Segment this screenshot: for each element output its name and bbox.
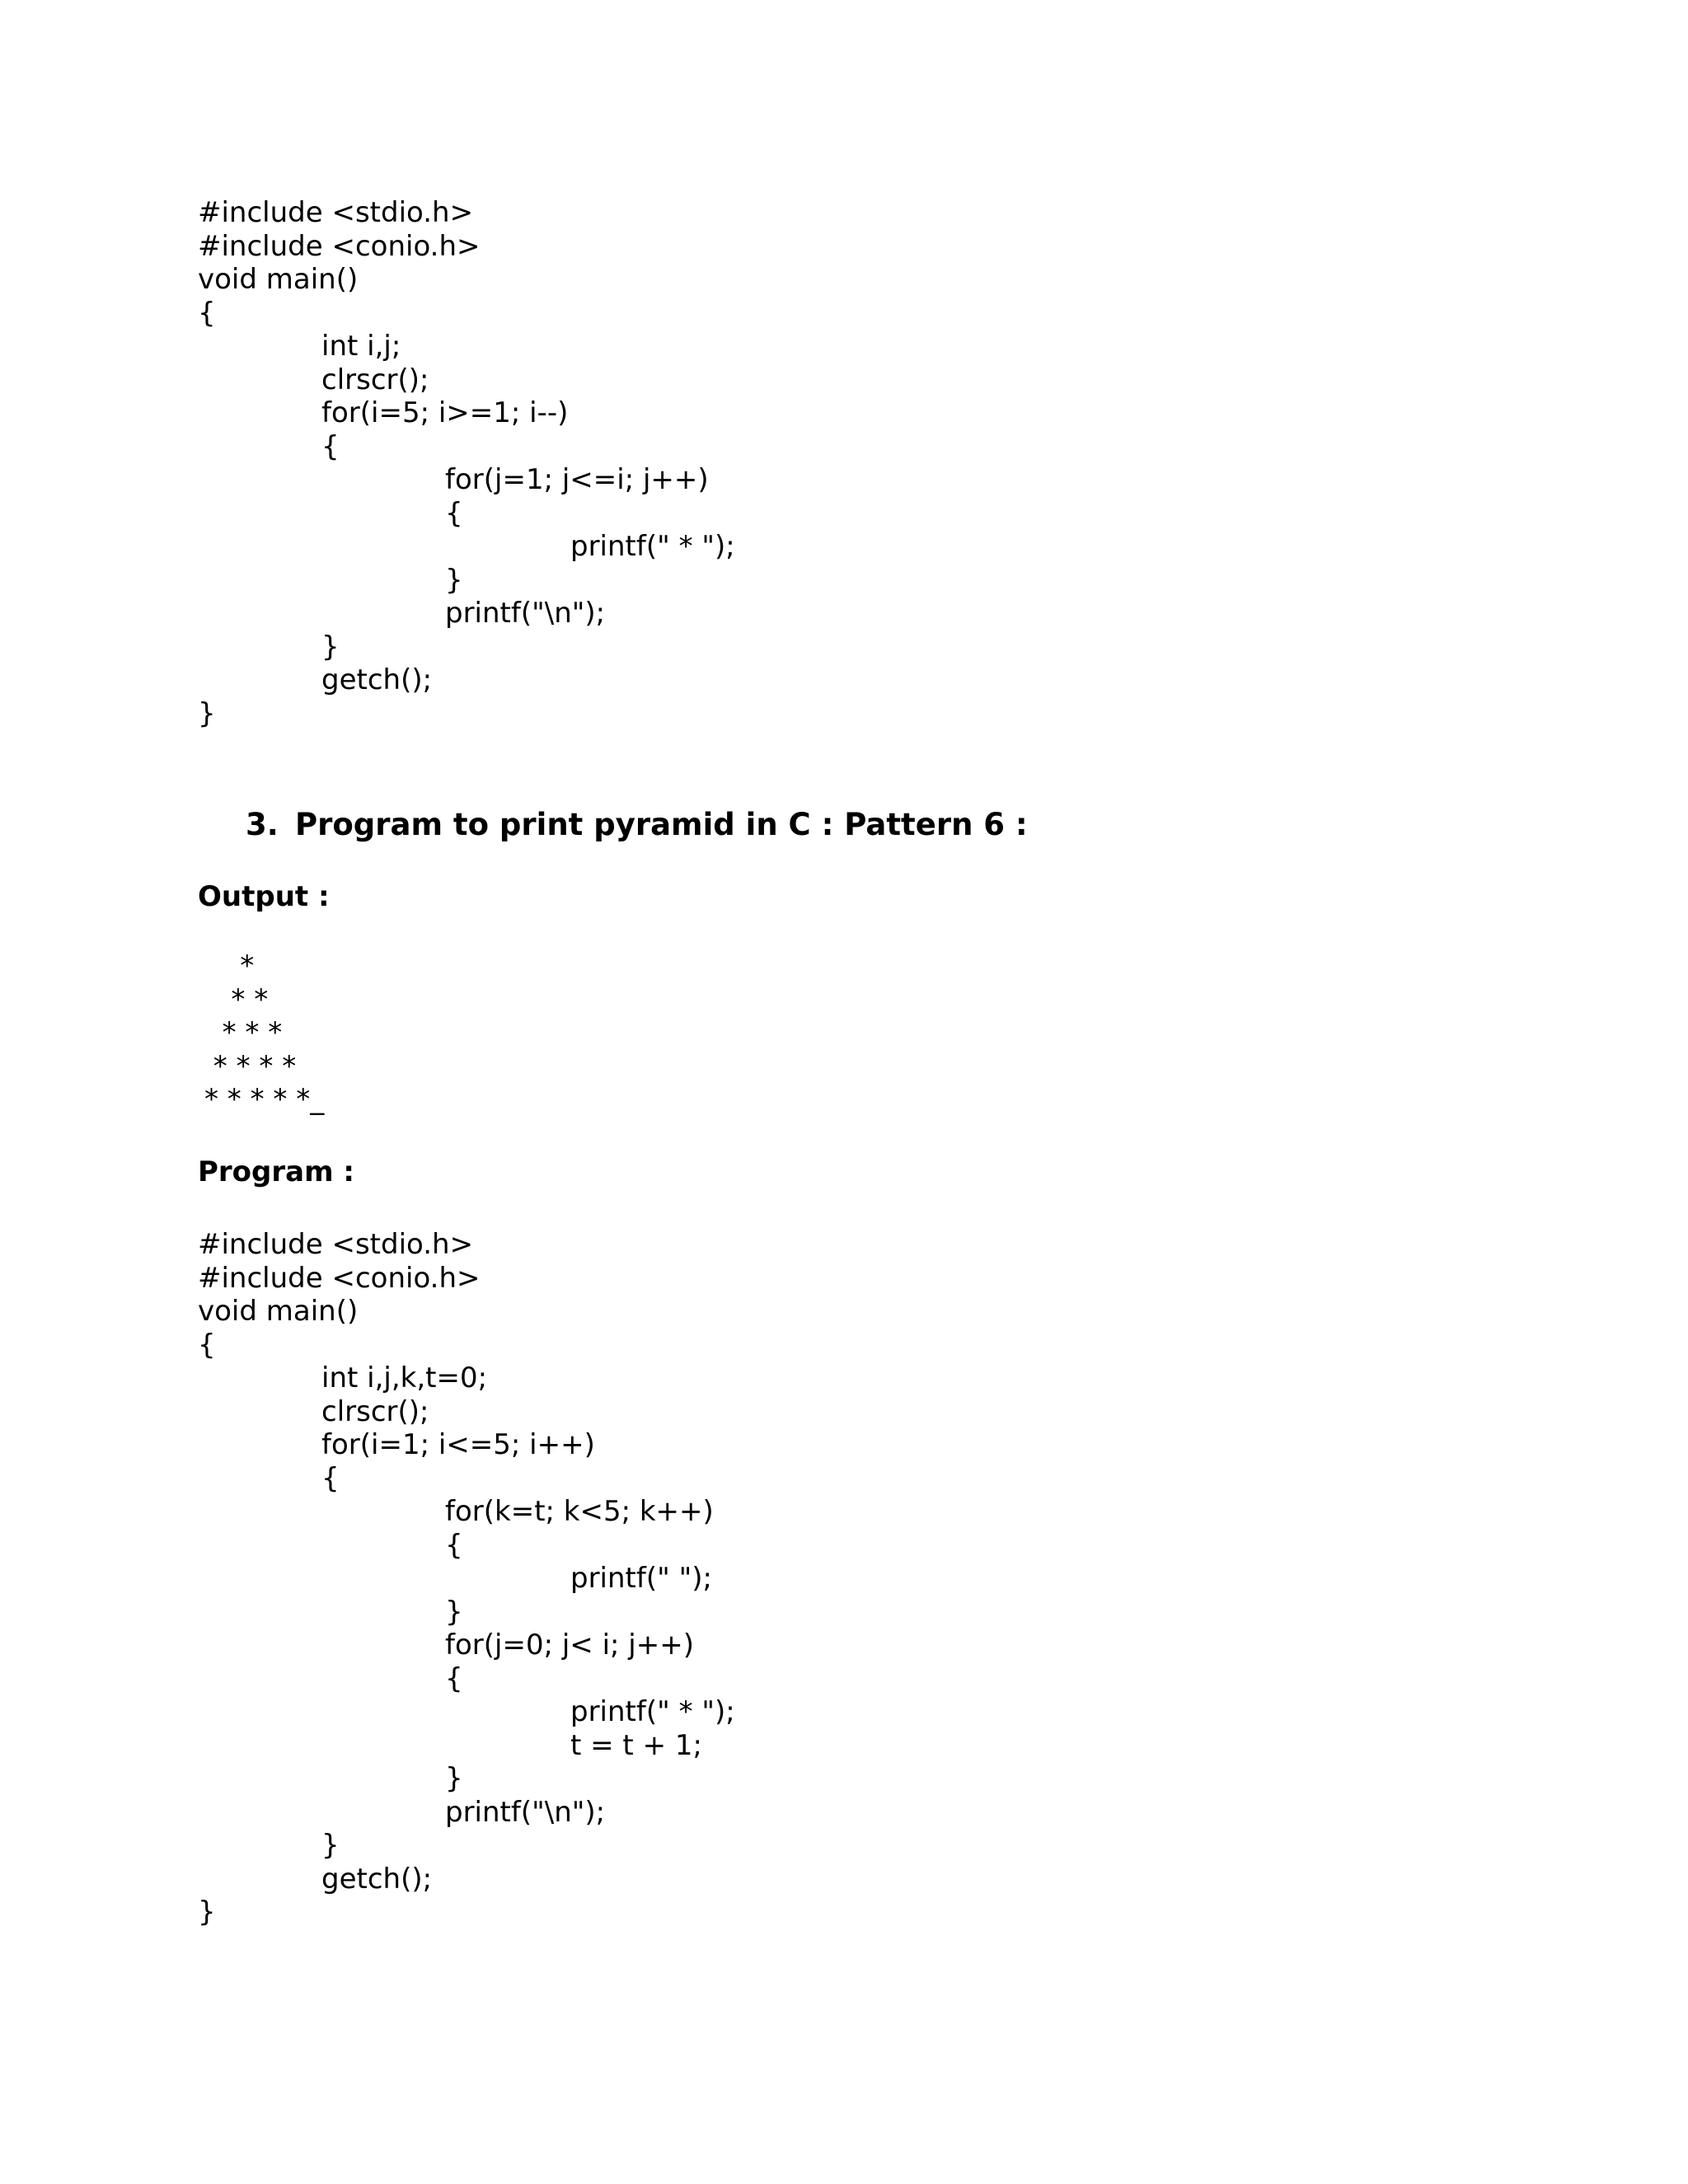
pattern-line: * * (204, 982, 269, 1016)
code-line: } (321, 630, 340, 663)
code-line: } (445, 563, 463, 597)
code-line: { (321, 429, 340, 463)
code-line: printf(" * "); (570, 1695, 735, 1728)
code-block-1 (198, 196, 735, 730)
code-line: getch(); (321, 663, 433, 696)
code-line: int i,j,k,t=0; (321, 1361, 488, 1394)
code-line: for(k=t; k<5; k++) (445, 1495, 714, 1528)
output-label: Output : (198, 880, 330, 913)
code-line: printf("\n"); (445, 597, 606, 630)
code-line: #include <conio.h> (198, 1261, 481, 1295)
code-line: clrscr(); (321, 1394, 429, 1428)
code-line: { (445, 1661, 463, 1695)
code-line: { (321, 1461, 340, 1495)
code-line: printf(" "); (570, 1562, 712, 1595)
code-line: for(j=1; j<=i; j++) (445, 463, 709, 496)
section-number: 3. (246, 807, 279, 842)
code-line: for(i=1; i<=5; i++) (321, 1428, 595, 1461)
code-line: } (198, 696, 216, 730)
code-line: } (445, 1595, 463, 1629)
code-line: printf(" * "); (570, 530, 735, 563)
pattern-line: * * * * (204, 1049, 297, 1083)
code-line: { (198, 1328, 216, 1361)
code-line: t = t + 1; (570, 1728, 702, 1762)
output-pattern (204, 949, 324, 1117)
code-line: } (445, 1762, 463, 1795)
code-block-2 (198, 1228, 735, 1929)
program-label: Program : (198, 1155, 354, 1188)
pattern-line: * * * (204, 1016, 283, 1049)
code-line: for(i=5; i>=1; i--) (321, 396, 569, 429)
code-line: } (321, 1829, 340, 1862)
code-line: #include <stdio.h> (198, 1228, 474, 1261)
code-line: getch(); (321, 1862, 433, 1896)
code-line: int i,j; (321, 330, 401, 363)
pattern-line: * (204, 949, 255, 982)
code-line: } (198, 1896, 216, 1929)
pattern-line: * * * * *_ (204, 1083, 325, 1116)
section-title: Program to print pyramid in C : Pattern 6 : (295, 807, 1028, 842)
code-line: void main() (198, 263, 359, 296)
code-line: { (445, 496, 463, 530)
code-line: printf("\n"); (445, 1795, 606, 1829)
code-line: clrscr(); (321, 363, 429, 396)
code-line: for(j=0; j< i; j++) (445, 1629, 694, 1661)
code-line: void main() (198, 1295, 359, 1328)
code-line: #include <stdio.h> (198, 196, 474, 229)
code-line: { (445, 1528, 463, 1562)
code-line: #include <conio.h> (198, 229, 481, 263)
code-line: { (198, 296, 216, 330)
section-heading (246, 804, 1028, 846)
